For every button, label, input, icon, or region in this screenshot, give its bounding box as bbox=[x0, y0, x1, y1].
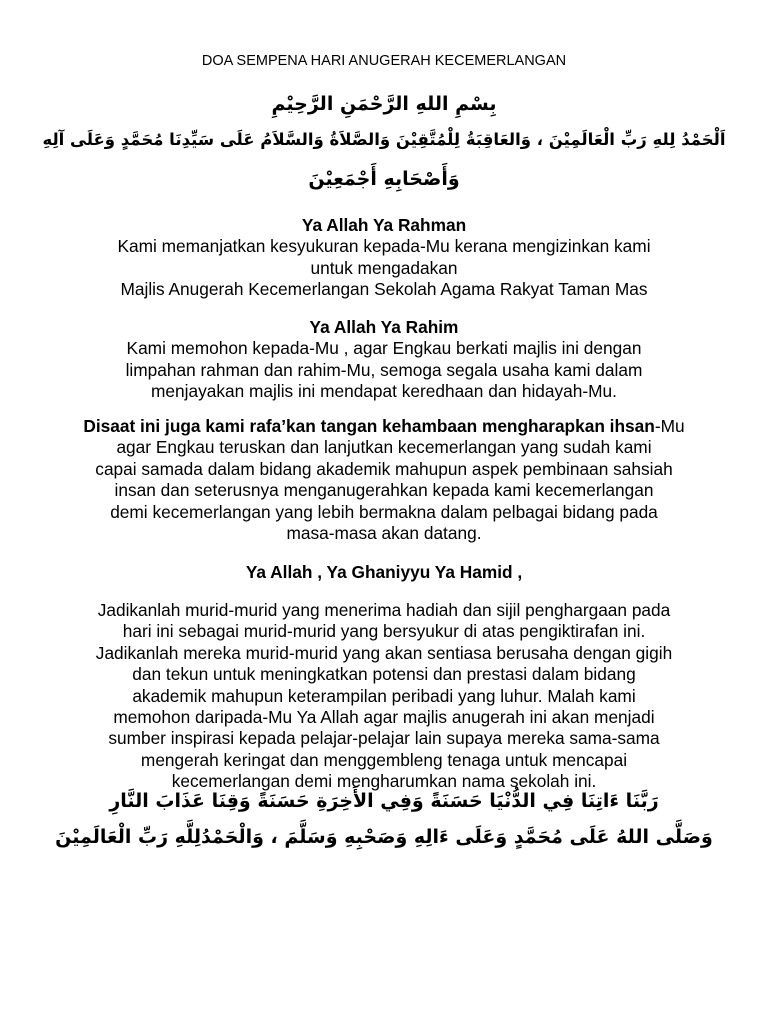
body-line: dan tekun untuk meningkatkan potensi dan prestasi dalam bidang bbox=[132, 664, 636, 685]
body-line: Kami memohon kepada-Mu , agar Engkau berkati majlis ini dengan bbox=[126, 338, 642, 359]
body-line: memohon daripada-Mu Ya Allah agar majlis anugerah ini akan menjadi bbox=[113, 707, 655, 728]
body-line: akademik mahupun keterampilan peribadi yang luhur. Malah kami bbox=[132, 685, 636, 706]
body-line: Jadikanlah murid-murid yang menerima hadiah dan sijil penghargaan pada bbox=[97, 600, 671, 620]
section-rahim bbox=[54, 317, 714, 403]
section-rahman bbox=[54, 215, 714, 301]
document-title: DOA SEMPENA HARI ANUGERAH KECEMERLANGAN bbox=[201, 53, 567, 69]
phrase-suffix: -Mu bbox=[654, 416, 685, 436]
arabic-hamd-line-2: وَأَصْحَابِهِ أَجْمَعِيْنَ bbox=[308, 168, 460, 190]
body-line: Majlis Anugerah Kecemerlangan Sekolah Agama Rakyat Taman Mas bbox=[120, 279, 648, 300]
body-line: capai samada dalam bidang akademik mahupun aspek pembinaan sahsiah bbox=[95, 458, 673, 479]
arabic-dua-line-2: وَصَلَّى اللهُ عَلَى مُحَمَّدٍ وَعَلَى ءَالِهِ وَصَحْبِهِ وَسَلَّمَ ، وَالْحَمْدُلِلَّهِ رَبِّ الْعَالَمِيْنَ bbox=[55, 826, 713, 848]
section-heading: Ya Allah Ya Rahman bbox=[301, 215, 467, 235]
section-heading: Ya Allah Ya Rahim bbox=[309, 317, 459, 337]
body-line: kecemerlangan demi mengharumkan nama sekolah ini. bbox=[171, 771, 597, 792]
body-line: insan dan seterusnya menganugerahkan kepada kami kecemerlangan bbox=[114, 480, 654, 501]
section-ghaniyyu bbox=[54, 562, 714, 583]
body-line: menjayakan majlis ini mendapat keredhaan dan hidayah-Mu. bbox=[151, 381, 617, 402]
body-line: Kami memanjatkan kesyukuran kepada-Mu kerana mengizinkan kami bbox=[117, 236, 651, 257]
body-line: hari ini sebagai murid-murid yang bersyukur di atas pengiktirafan ini. bbox=[122, 621, 646, 642]
section-heading: Ya Allah , Ya Ghaniyyu Ya Hamid , bbox=[245, 562, 523, 582]
arabic-hamd-line-1: اَلْحَمْدُ لِلهِ رَبِّ الْعَالَمِيْنَ ، وَالعَاقِبَةُ لِلْمُتَّقِيْنَ وَالصَّلاَةُ وَالسَّلاَمُ عَلَى سَيِّدِنَا مُحَمَّدٍ وَعَلَى آلِهِ bbox=[42, 130, 726, 149]
body-line: agar Engkau teruskan dan lanjutkan kecemerlangan yang sudah kami bbox=[116, 437, 652, 458]
body-line: masa-masa akan datang. bbox=[286, 523, 482, 544]
body-line: sumber inspirasi kepada pelajar-pelajar lain supaya mereka sama-sama bbox=[108, 728, 660, 749]
body-line: limpahan rahman dan rahim-Mu, semoga segala usaha kami dalam bbox=[125, 359, 643, 380]
bold-phrase: Disaat ini juga kami rafa’kan tangan kehambaan mengharapkan ihsan bbox=[83, 416, 655, 436]
section-disaat bbox=[54, 416, 714, 544]
arabic-basmala: بِسْمِ اللهِ الرَّحْمَنِ الرَّحِيْمِ bbox=[271, 93, 497, 115]
arabic-dua-line-1: رَبَّنَا ءَاتِنَا فِي الدُّنْيَا حَسَنَةً وَفِي الأَخِرَةِ حَسَنَةً وَقِنَا عَذَابَ النَّارِ bbox=[109, 790, 659, 812]
body-line: untuk mengadakan bbox=[310, 257, 458, 278]
body-line: mengerah keringat dan menggembleng tenaga untuk mencapai bbox=[140, 749, 628, 770]
body-line bbox=[54, 416, 714, 437]
body-line: demi kecemerlangan yang lebih bermakna dalam pelbagai bidang pada bbox=[110, 501, 658, 522]
body-line: Jadikanlah mereka murid-murid yang akan sentiasa berusaha dengan gigih bbox=[95, 642, 673, 663]
section-murid bbox=[54, 600, 714, 793]
